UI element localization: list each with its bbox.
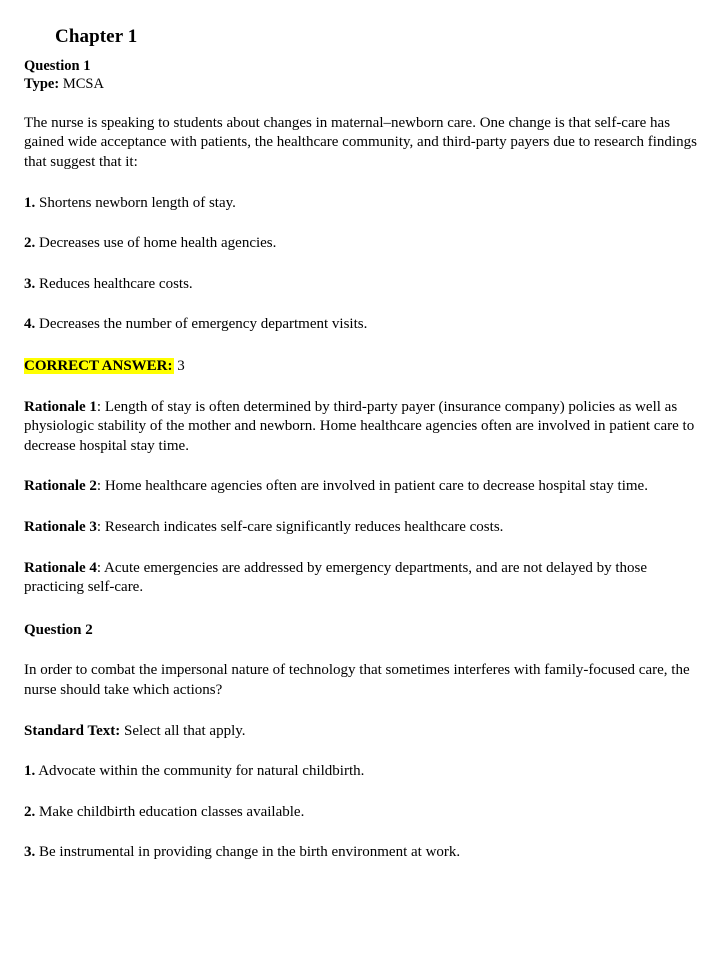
question2-heading: Question 2 (24, 621, 93, 638)
question1-type-label: Type: (24, 75, 60, 92)
question1-option-1-text: Shortens newborn length of stay. (39, 194, 236, 211)
question1-option-3 (24, 275, 710, 295)
question2-option-3-number: 3. (24, 844, 36, 861)
question1-option-3-number: 3. (24, 275, 36, 292)
rationale-2-label: Rationale 2 (24, 478, 97, 495)
rationale-3-label: Rationale 3 (24, 518, 97, 535)
standard-text-label: Standard Text: (24, 722, 121, 739)
correct-answer-label: CORRECT ANSWER: (24, 358, 173, 374)
chapter-title: Chapter 1 (55, 26, 138, 47)
question1-option-2-number: 2. (24, 235, 36, 252)
question1-option-4 (24, 315, 710, 335)
rationale-2-text: : Home healthcare agencies often are involved in patient care to decrease hospital stay time. (96, 478, 648, 495)
question2-option-2-number: 2. (24, 803, 36, 820)
standard-text-value: Select all that apply. (124, 722, 246, 739)
rationale-1-text: : Length of stay is often determined by third-party payer (insurance company) policies as well as physiologic stability of the mother and newborn. Home healthcare agencies often are involved in patient care to decrease hospital stay time. (24, 398, 695, 454)
rationale-4-text: : Acute emergencies are addressed by emergency departments, and are not delayed by those practicing self-care. (24, 559, 647, 596)
question1-option-1 (24, 194, 710, 214)
correct-answer-value: 3 (177, 358, 185, 374)
question1-option-4-number: 4. (24, 316, 36, 333)
question1-heading (24, 57, 710, 75)
question2-option-3-text: Be instrumental in providing change in the birth environment at work. (39, 844, 461, 861)
question2-option-2 (24, 803, 710, 823)
question1-option-2 (24, 234, 710, 254)
question1-type-line (24, 75, 710, 93)
question1-option-2-text: Decreases use of home health agencies. (39, 235, 277, 252)
question2-standard-text (24, 722, 710, 742)
question2-stem: In order to combat the impersonal nature of technology that sometimes interferes with family-focused care, the nurse should take which actions? (24, 662, 690, 698)
question2-option-1-text: Advocate within the community for natural childbirth. (38, 763, 365, 780)
question1-stem: The nurse is speaking to students about changes in maternal–newborn care. One change is that self-care has gained wide acceptance with patients, the healthcare community, and third-party payers due to research findings that suggest that it: (24, 114, 697, 171)
question1-type-value: MCSA (62, 75, 104, 92)
rationale-4-label: Rationale 4 (24, 559, 97, 576)
question1-rationale-3 (24, 518, 710, 538)
question1-correct-answer (24, 357, 710, 377)
question2-option-3 (24, 843, 710, 863)
question1-meta (24, 57, 710, 93)
question1-heading-label: Question 1 (24, 57, 91, 74)
question1-rationale-1 (24, 398, 710, 457)
question2-option-2-text: Make childbirth education classes available. (39, 803, 305, 820)
question1-option-4-text: Decreases the number of emergency department visits. (39, 316, 368, 333)
question1-option-3-text: Reduces healthcare costs. (39, 275, 193, 292)
question1-option-1-number: 1. (24, 194, 36, 211)
question1-rationale-2 (24, 477, 710, 497)
question2-option-1 (24, 762, 710, 782)
rationale-1-label: Rationale 1 (24, 398, 97, 415)
question2-option-1-number: 1. (24, 763, 36, 780)
question1-rationale-4 (24, 559, 710, 598)
rationale-3-text: : Research indicates self-care significantly reduces healthcare costs. (96, 518, 504, 535)
